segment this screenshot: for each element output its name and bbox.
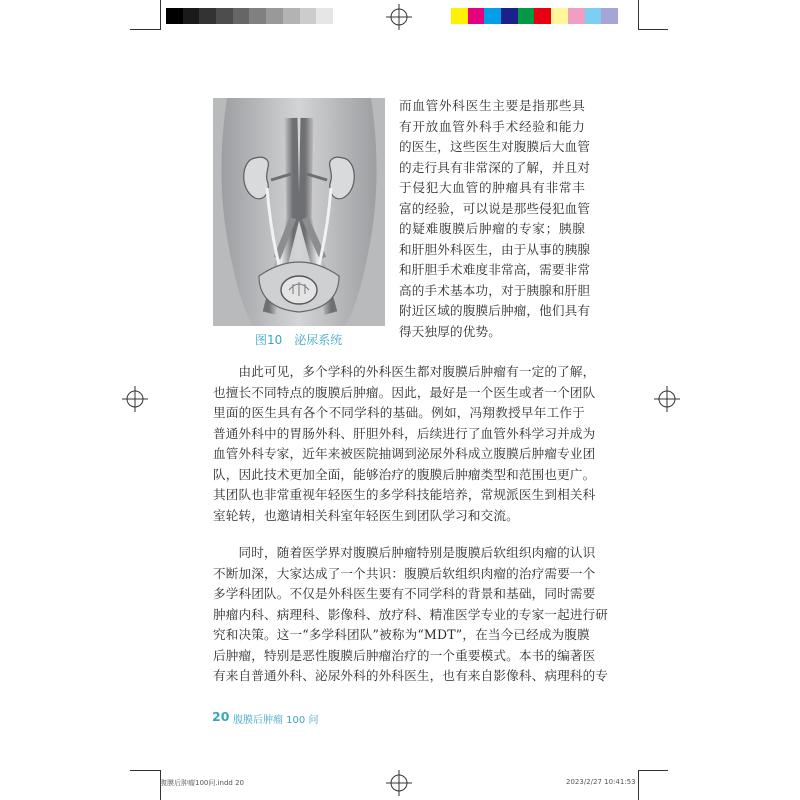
registration-mark-right: [654, 386, 680, 412]
text-line: 里面的医生具有各个不同学科的基础。例如，冯翔教授早年工作于: [213, 405, 585, 421]
crop-mark-top-right-v: [638, 0, 639, 30]
crop-mark-top-left-v: [160, 0, 161, 30]
color-swatch: [484, 8, 501, 24]
text-line: 有开放血管外科手术经验和能力: [399, 118, 585, 134]
gray-swatch: [166, 8, 183, 24]
gray-swatch: [300, 8, 317, 24]
text-line: 富的经验，可以说是那些侵犯血管: [399, 200, 591, 216]
gray-swatch: [316, 8, 333, 24]
text-line: 同时，随着医学界对腹膜后肿瘤特别是腹膜后软组织肉瘤的认识: [213, 545, 596, 560]
registration-mark-bottom: [386, 770, 412, 796]
gray-swatch: [233, 8, 250, 24]
registration-mark-top: [386, 4, 412, 30]
color-swatch: [601, 8, 618, 24]
gray-swatch: [283, 8, 300, 24]
page-number: 20: [212, 709, 230, 724]
text-line: 也擅长不同特点的腹膜后肿瘤。因此，最好是一个医生或者一个团队: [213, 384, 596, 400]
color-swatch: [501, 8, 518, 24]
text-line: 有来自普通外科、泌尿外科的外科医生，也有来自影像科、病理科的专: [213, 668, 609, 684]
urinary-system-drawing: [213, 98, 385, 326]
paragraph-multidisciplinary-surgeons: [213, 362, 596, 526]
crop-mark-bottom-left-h: [130, 770, 160, 771]
paragraph-mdt: [213, 543, 609, 687]
text-line: 高的手术基本功，对于胰腺和肝胆: [399, 282, 591, 298]
registration-mark-left: [122, 386, 148, 412]
color-swatch: [534, 8, 551, 24]
figure-caption: 图10 泌尿系统: [255, 333, 343, 347]
gray-swatch: [216, 8, 233, 24]
crop-mark-bottom-right-h: [638, 770, 668, 771]
crop-mark-top-left-h: [130, 29, 160, 30]
process-color-bar: [451, 8, 618, 24]
slug-timestamp: 2023/2/27 10:41:53: [566, 778, 636, 786]
color-swatch: [468, 8, 485, 24]
text-line: 室轮转，也邀请相关科室年轻医生到团队学习和交流。: [213, 507, 519, 523]
slug-file-name: 腹膜后肿瘤100问.indd 20: [160, 779, 244, 787]
gray-color-bar: [166, 8, 333, 24]
running-title: 腹膜后肿瘤 100 问: [233, 715, 319, 726]
text-line: 的走行具有非常深的了解，并且对: [399, 159, 591, 175]
side-paragraph: [399, 96, 591, 343]
text-line: 其团队也非常重视年轻医生的多学科技能培养，常规派医生到相关科: [213, 487, 596, 503]
text-line: 肿瘤内科、病理科、影像科、放疗科、精准医学专业的专家一起进行研: [213, 606, 609, 622]
text-line: 后肿瘤，特别是恶性腹膜后肿瘤治疗的一个重要模式。本书的编著医: [213, 647, 596, 663]
urinary-system-illustration: [213, 98, 385, 326]
gray-swatch: [249, 8, 266, 24]
crop-mark-top-right-h: [638, 29, 668, 30]
text-line: 究和决策。这一“多学科团队”被称为“MDT”，在当今已经成为腹膜: [213, 627, 590, 643]
text-line: 的疑难腹膜后肿瘤的专家；胰腺: [399, 221, 585, 237]
gray-swatch: [183, 8, 200, 24]
text-line: 得天独厚的优势。: [399, 324, 501, 340]
text-line: 不断加深，大家达成了一个共识：腹膜后软组织肉瘤的治疗需要一个: [213, 565, 596, 581]
text-line: 普通外科中的胃肠外科、肝胆外科，后续进行了血管外科学习并成为: [213, 425, 596, 441]
text-line: 和肝胆外科医生，由于从事的胰腺: [399, 241, 591, 257]
color-swatch: [568, 8, 585, 24]
text-line: 队，因此技术更加全面，能够治疗的腹膜后肿瘤类型和范围也更广。: [213, 466, 596, 482]
color-swatch: [451, 8, 468, 24]
crop-mark-bottom-right-v: [638, 770, 639, 800]
text-line: 和肝胆手术难度非常高，需要非常: [399, 262, 591, 278]
color-swatch: [551, 8, 568, 24]
color-swatch: [585, 8, 602, 24]
text-line: 于侵犯大血管的肿瘤具有非常丰: [399, 180, 585, 196]
text-line: 而血管外科医生主要是指那些具: [399, 98, 585, 113]
text-line: 血管外科专家，近年来被医院抽调到泌尿外科成立腹膜后肿瘤专业团: [213, 446, 596, 462]
gray-swatch: [266, 8, 283, 24]
gray-swatch: [199, 8, 216, 24]
text-line: 附近区域的腹膜后肿瘤，他们具有: [399, 303, 591, 319]
color-swatch: [518, 8, 535, 24]
text-line: 的医生，这些医生对腹膜后大血管: [399, 139, 591, 155]
text-line: 由此可见，多个学科的外科医生都对腹膜后肿瘤有一定的了解，: [213, 364, 596, 379]
text-line: 多学科团队。不仅是外科医生要有不同学科的背景和基础，同时需要: [213, 586, 596, 602]
